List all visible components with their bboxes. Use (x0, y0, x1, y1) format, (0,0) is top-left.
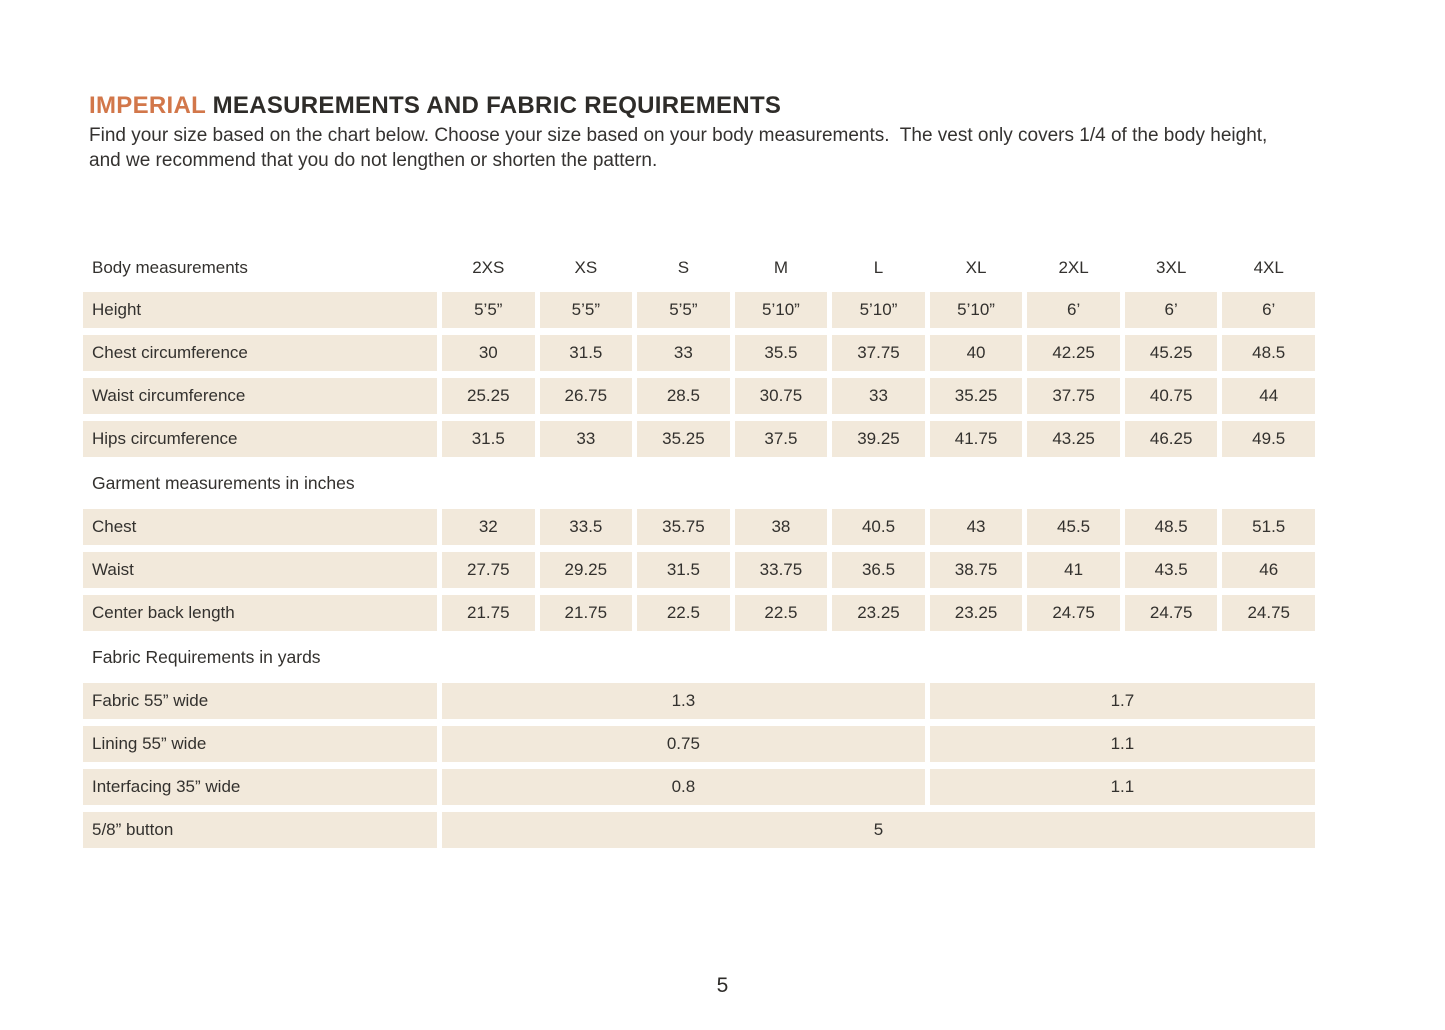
page-title-highlight: IMPERIAL (89, 92, 206, 119)
value-cell: 38.75 (930, 552, 1023, 588)
value-cell: 6’ (1125, 292, 1218, 328)
merged-value-cell: 0.75 (442, 726, 925, 762)
row-label: Lining 55” wide (83, 726, 437, 762)
value-cell: 48.5 (1222, 335, 1315, 371)
merged-value-cell: 1.7 (930, 683, 1315, 719)
table-corner-header: Body measurements (92, 257, 248, 277)
value-cell: 21.75 (540, 595, 633, 631)
merged-value-cell: 1.1 (930, 769, 1315, 805)
value-cell: 27.75 (442, 552, 535, 588)
value-cell: 33.5 (540, 509, 633, 545)
value-cell: 51.5 (1222, 509, 1315, 545)
value-cell: 6’ (1027, 292, 1120, 328)
value-cell: 33 (637, 335, 730, 371)
merged-value-cell: 0.8 (442, 769, 925, 805)
size-column-header: 2XS (472, 257, 505, 277)
value-cell: 23.25 (930, 595, 1023, 631)
value-cell: 31.5 (637, 552, 730, 588)
size-table (83, 250, 1315, 848)
value-cell: 35.25 (637, 421, 730, 457)
value-cell: 33 (540, 421, 633, 457)
value-cell: 29.25 (540, 552, 633, 588)
value-cell: 46 (1222, 552, 1315, 588)
value-cell: 40 (930, 335, 1023, 371)
row-label: Chest circumference (83, 335, 437, 371)
value-cell: 43 (930, 509, 1023, 545)
size-column-header: 4XL (1253, 257, 1284, 277)
merged-value-cell: 5 (442, 812, 1315, 848)
value-cell: 5’10” (832, 292, 925, 328)
value-cell: 40.5 (832, 509, 925, 545)
value-cell: 42.25 (1027, 335, 1120, 371)
row-label: Chest (83, 509, 437, 545)
value-cell: 28.5 (637, 378, 730, 414)
value-cell: 22.5 (735, 595, 828, 631)
size-column-header: L (873, 257, 884, 277)
value-cell: 35.75 (637, 509, 730, 545)
section-header: Garment measurements in inches (92, 472, 355, 493)
value-cell: 30 (442, 335, 535, 371)
value-cell: 37.75 (832, 335, 925, 371)
value-cell: 44 (1222, 378, 1315, 414)
value-cell: 49.5 (1222, 421, 1315, 457)
value-cell: 26.75 (540, 378, 633, 414)
value-cell: 24.75 (1222, 595, 1315, 631)
value-cell: 32 (442, 509, 535, 545)
row-label: Waist circumference (83, 378, 437, 414)
size-column-header: S (677, 257, 690, 277)
row-label: Interfacing 35” wide (83, 769, 437, 805)
value-cell: 5’10” (930, 292, 1023, 328)
row-label: 5/8” button (83, 812, 437, 848)
value-cell: 6’ (1222, 292, 1315, 328)
value-cell: 21.75 (442, 595, 535, 631)
value-cell: 37.75 (1027, 378, 1120, 414)
value-cell: 5’5” (637, 292, 730, 328)
value-cell: 41 (1027, 552, 1120, 588)
value-cell: 30.75 (735, 378, 828, 414)
value-cell: 33 (832, 378, 925, 414)
row-label: Waist (83, 552, 437, 588)
value-cell: 40.75 (1125, 378, 1218, 414)
value-cell: 5’5” (540, 292, 633, 328)
value-cell: 36.5 (832, 552, 925, 588)
value-cell: 38 (735, 509, 828, 545)
section-header: Fabric Requirements in yards (92, 646, 321, 667)
size-column-header: XS (574, 257, 598, 277)
page-number: 5 (716, 974, 729, 997)
value-cell: 43.5 (1125, 552, 1218, 588)
value-cell: 24.75 (1125, 595, 1218, 631)
row-label: Center back length (83, 595, 437, 631)
intro-text: Find your size based on the chart below. Choose your size based on your body measurements. The vest only covers 1/4 of the body height, and we recommend that you do not lengthen or shorten the pattern. (89, 125, 1273, 171)
size-column-header: 3XL (1156, 257, 1187, 277)
value-cell: 35.25 (930, 378, 1023, 414)
value-cell: 45.5 (1027, 509, 1120, 545)
page-title (89, 92, 781, 120)
value-cell: 31.5 (442, 421, 535, 457)
row-label: Hips circumference (83, 421, 437, 457)
value-cell: 46.25 (1125, 421, 1218, 457)
value-cell: 41.75 (930, 421, 1023, 457)
value-cell: 43.25 (1027, 421, 1120, 457)
value-cell: 33.75 (735, 552, 828, 588)
value-cell: 22.5 (637, 595, 730, 631)
size-column-header: M (773, 257, 789, 277)
size-column-header: 2XL (1058, 257, 1089, 277)
value-cell: 35.5 (735, 335, 828, 371)
row-label: Fabric 55” wide (83, 683, 437, 719)
row-label: Height (83, 292, 437, 328)
size-column-header: XL (965, 257, 987, 277)
merged-value-cell: 1.1 (930, 726, 1315, 762)
value-cell: 5’5” (442, 292, 535, 328)
value-cell: 23.25 (832, 595, 925, 631)
value-cell: 39.25 (832, 421, 925, 457)
value-cell: 31.5 (540, 335, 633, 371)
value-cell: 45.25 (1125, 335, 1218, 371)
value-cell: 25.25 (442, 378, 535, 414)
value-cell: 24.75 (1027, 595, 1120, 631)
merged-value-cell: 1.3 (442, 683, 925, 719)
value-cell: 5’10” (735, 292, 828, 328)
page-title-rest: MEASUREMENTS AND FABRIC REQUIREMENTS (212, 92, 782, 119)
value-cell: 37.5 (735, 421, 828, 457)
value-cell: 48.5 (1125, 509, 1218, 545)
